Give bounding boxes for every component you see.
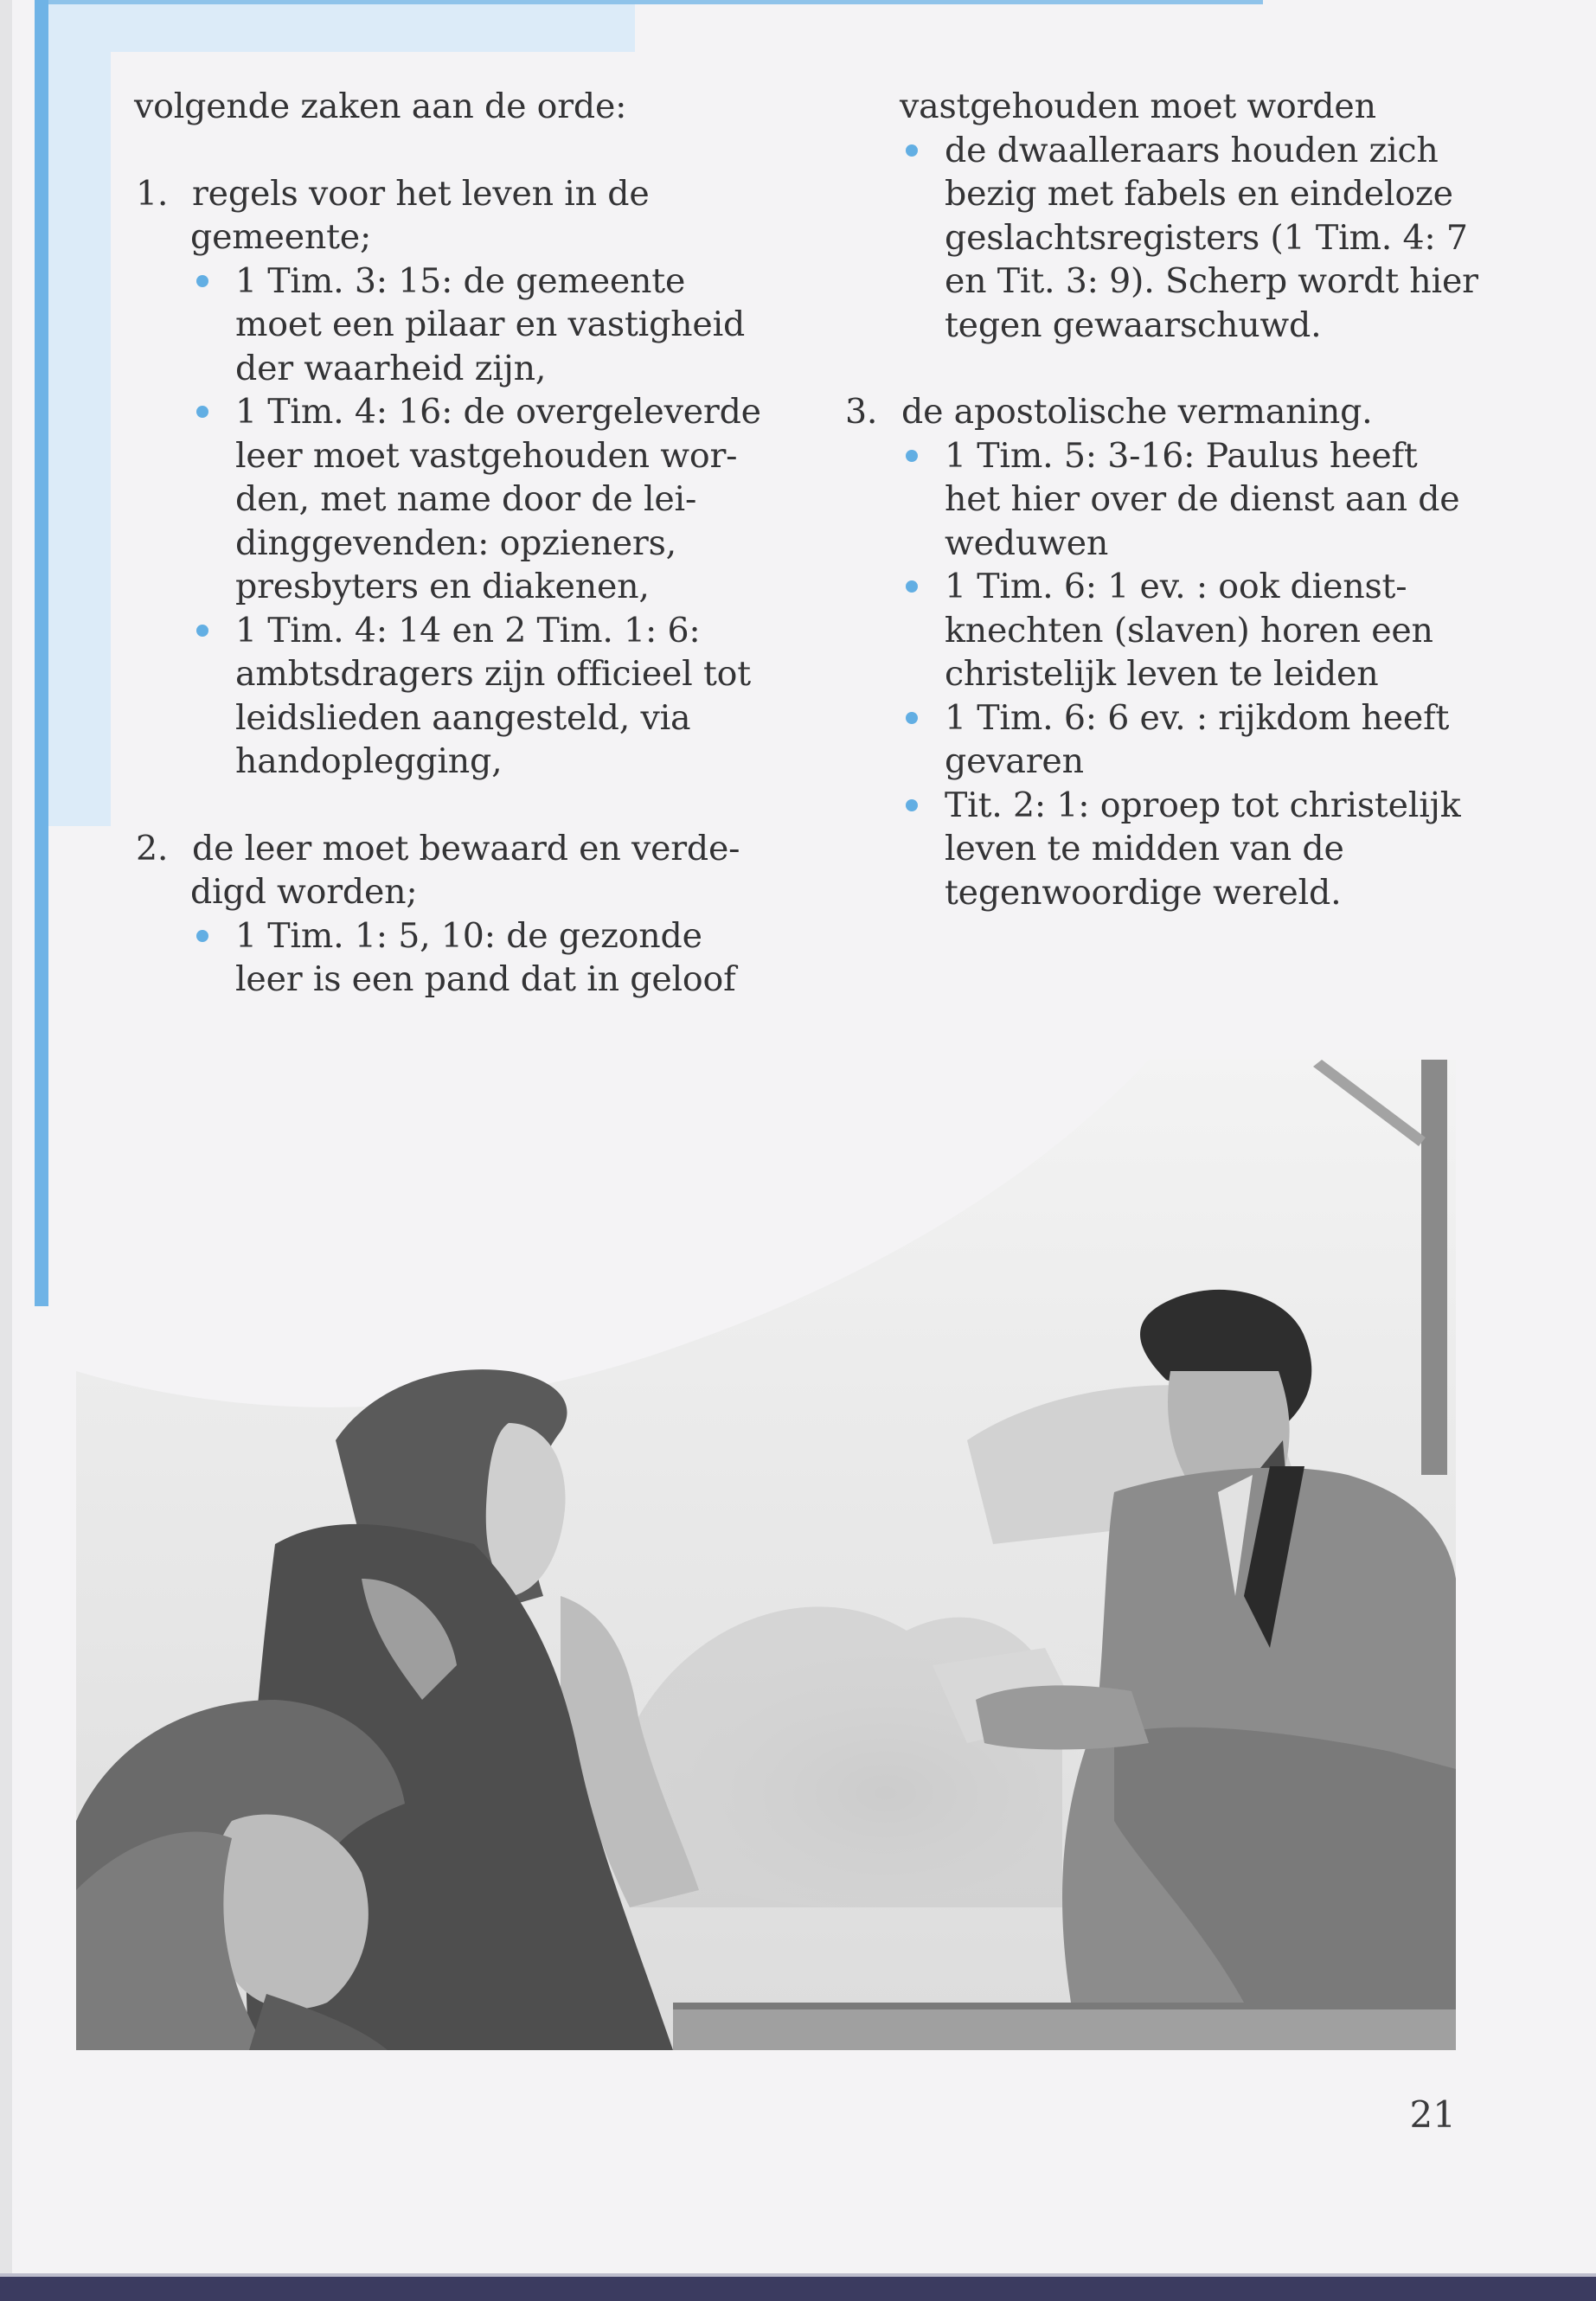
item-text: de leer moet bewaard en verde- [192, 828, 740, 868]
bullet-text: het hier over de dienst aan de [945, 479, 1460, 519]
bullet-text: tegen gewaarschuwd. [945, 304, 1322, 345]
left-accent-bar [35, 0, 48, 1306]
bullet-text: 1 Tim. 4: 14 en 2 Tim. 1: 6: [235, 610, 701, 651]
item-text: regels voor het leven in de [192, 173, 650, 214]
item-number: 2. [136, 828, 169, 868]
tint-panel [47, 4, 635, 52]
bullet-icon [906, 580, 918, 593]
top-accent-rule [35, 0, 1263, 4]
bullet-icon [906, 144, 918, 157]
item-number: 1. [136, 173, 169, 214]
list-item-1 [134, 172, 792, 784]
bullet-text: dinggevenden: opzieners, [235, 522, 677, 563]
bullet-text: knechten (slaven) horen een [945, 610, 1433, 651]
bullet-icon [906, 712, 918, 724]
bullet-text: leer is een pand dat in geloof [235, 959, 736, 999]
bullet-text: leidslieden aangesteld, via [235, 697, 691, 738]
bullet-icon [196, 275, 208, 287]
list-item-3 [843, 390, 1466, 914]
bottom-band [0, 2277, 1596, 2301]
bullet-text: ambtsdragers zijn officieel tot [235, 654, 751, 694]
page-edge [0, 0, 12, 2301]
tint-strip [47, 52, 111, 826]
bullet-text: presbyters en diakenen, [235, 567, 650, 606]
bullet-icon [906, 450, 918, 462]
bullet-text: der waarheid zijn, [235, 348, 547, 388]
bullet-icon [196, 625, 208, 637]
bullet-text: 1 Tim. 3: 15: de gemeente [235, 260, 686, 301]
bullet-text: geslachtsregisters (1 Tim. 4: 7 [945, 217, 1468, 258]
left-column [134, 85, 792, 1002]
bullet-icon [906, 799, 918, 811]
bullet-text: Tit. 2: 1: oproep tot christelijk [945, 785, 1461, 825]
bullet-text: weduwen [945, 522, 1109, 563]
continuation-line: vastgehouden moet worden [900, 87, 1376, 126]
bullet-text: gevaren [945, 741, 1084, 781]
item-number: 3. [845, 392, 878, 432]
intro-line: volgende zaken aan de orde: [134, 87, 627, 126]
item-text: de apostolische vermaning. [901, 392, 1373, 432]
bullet-icon [196, 930, 208, 942]
illustration [76, 1060, 1456, 2050]
bullet-text: 1 Tim. 6: 6 ev. : rijkdom heeft [945, 697, 1450, 738]
bullet-text: den, met name door de lei- [235, 479, 697, 519]
bullet-text: handoplegging, [235, 741, 503, 781]
bullet-text: 1 Tim. 5: 3-16: Paulus heeft [945, 435, 1418, 476]
bullet-text: moet een pilaar en vastigheid [235, 304, 746, 344]
bullet-text: de dwaalleraars houden zich [945, 130, 1439, 170]
bullet-text: leven te midden van de [945, 829, 1344, 868]
page-number: 21 [1409, 2093, 1456, 2136]
list-item-2 [134, 827, 792, 1002]
bullet-text: christelijk leven te leiden [945, 654, 1379, 694]
bullet-text: tegenwoordige wereld. [945, 872, 1342, 913]
bullet-text: 1 Tim. 6: 1 ev. : ook dienst- [945, 567, 1407, 606]
bullet-text: leer moet vastgehouden wor- [235, 435, 738, 476]
bullet-text: 1 Tim. 1: 5, 10: de gezonde [235, 915, 702, 956]
item-text: gemeente; [190, 217, 372, 257]
bullet-icon [196, 406, 208, 418]
bullet-text: en Tit. 3: 9). Scherp wordt hier [945, 261, 1478, 301]
right-column [843, 85, 1478, 914]
bullet-text: 1 Tim. 4: 16: de overgeleverde [235, 392, 761, 432]
bullet-text: bezig met fabels en eindeloze [945, 174, 1453, 214]
item-text: digd worden; [190, 872, 418, 912]
